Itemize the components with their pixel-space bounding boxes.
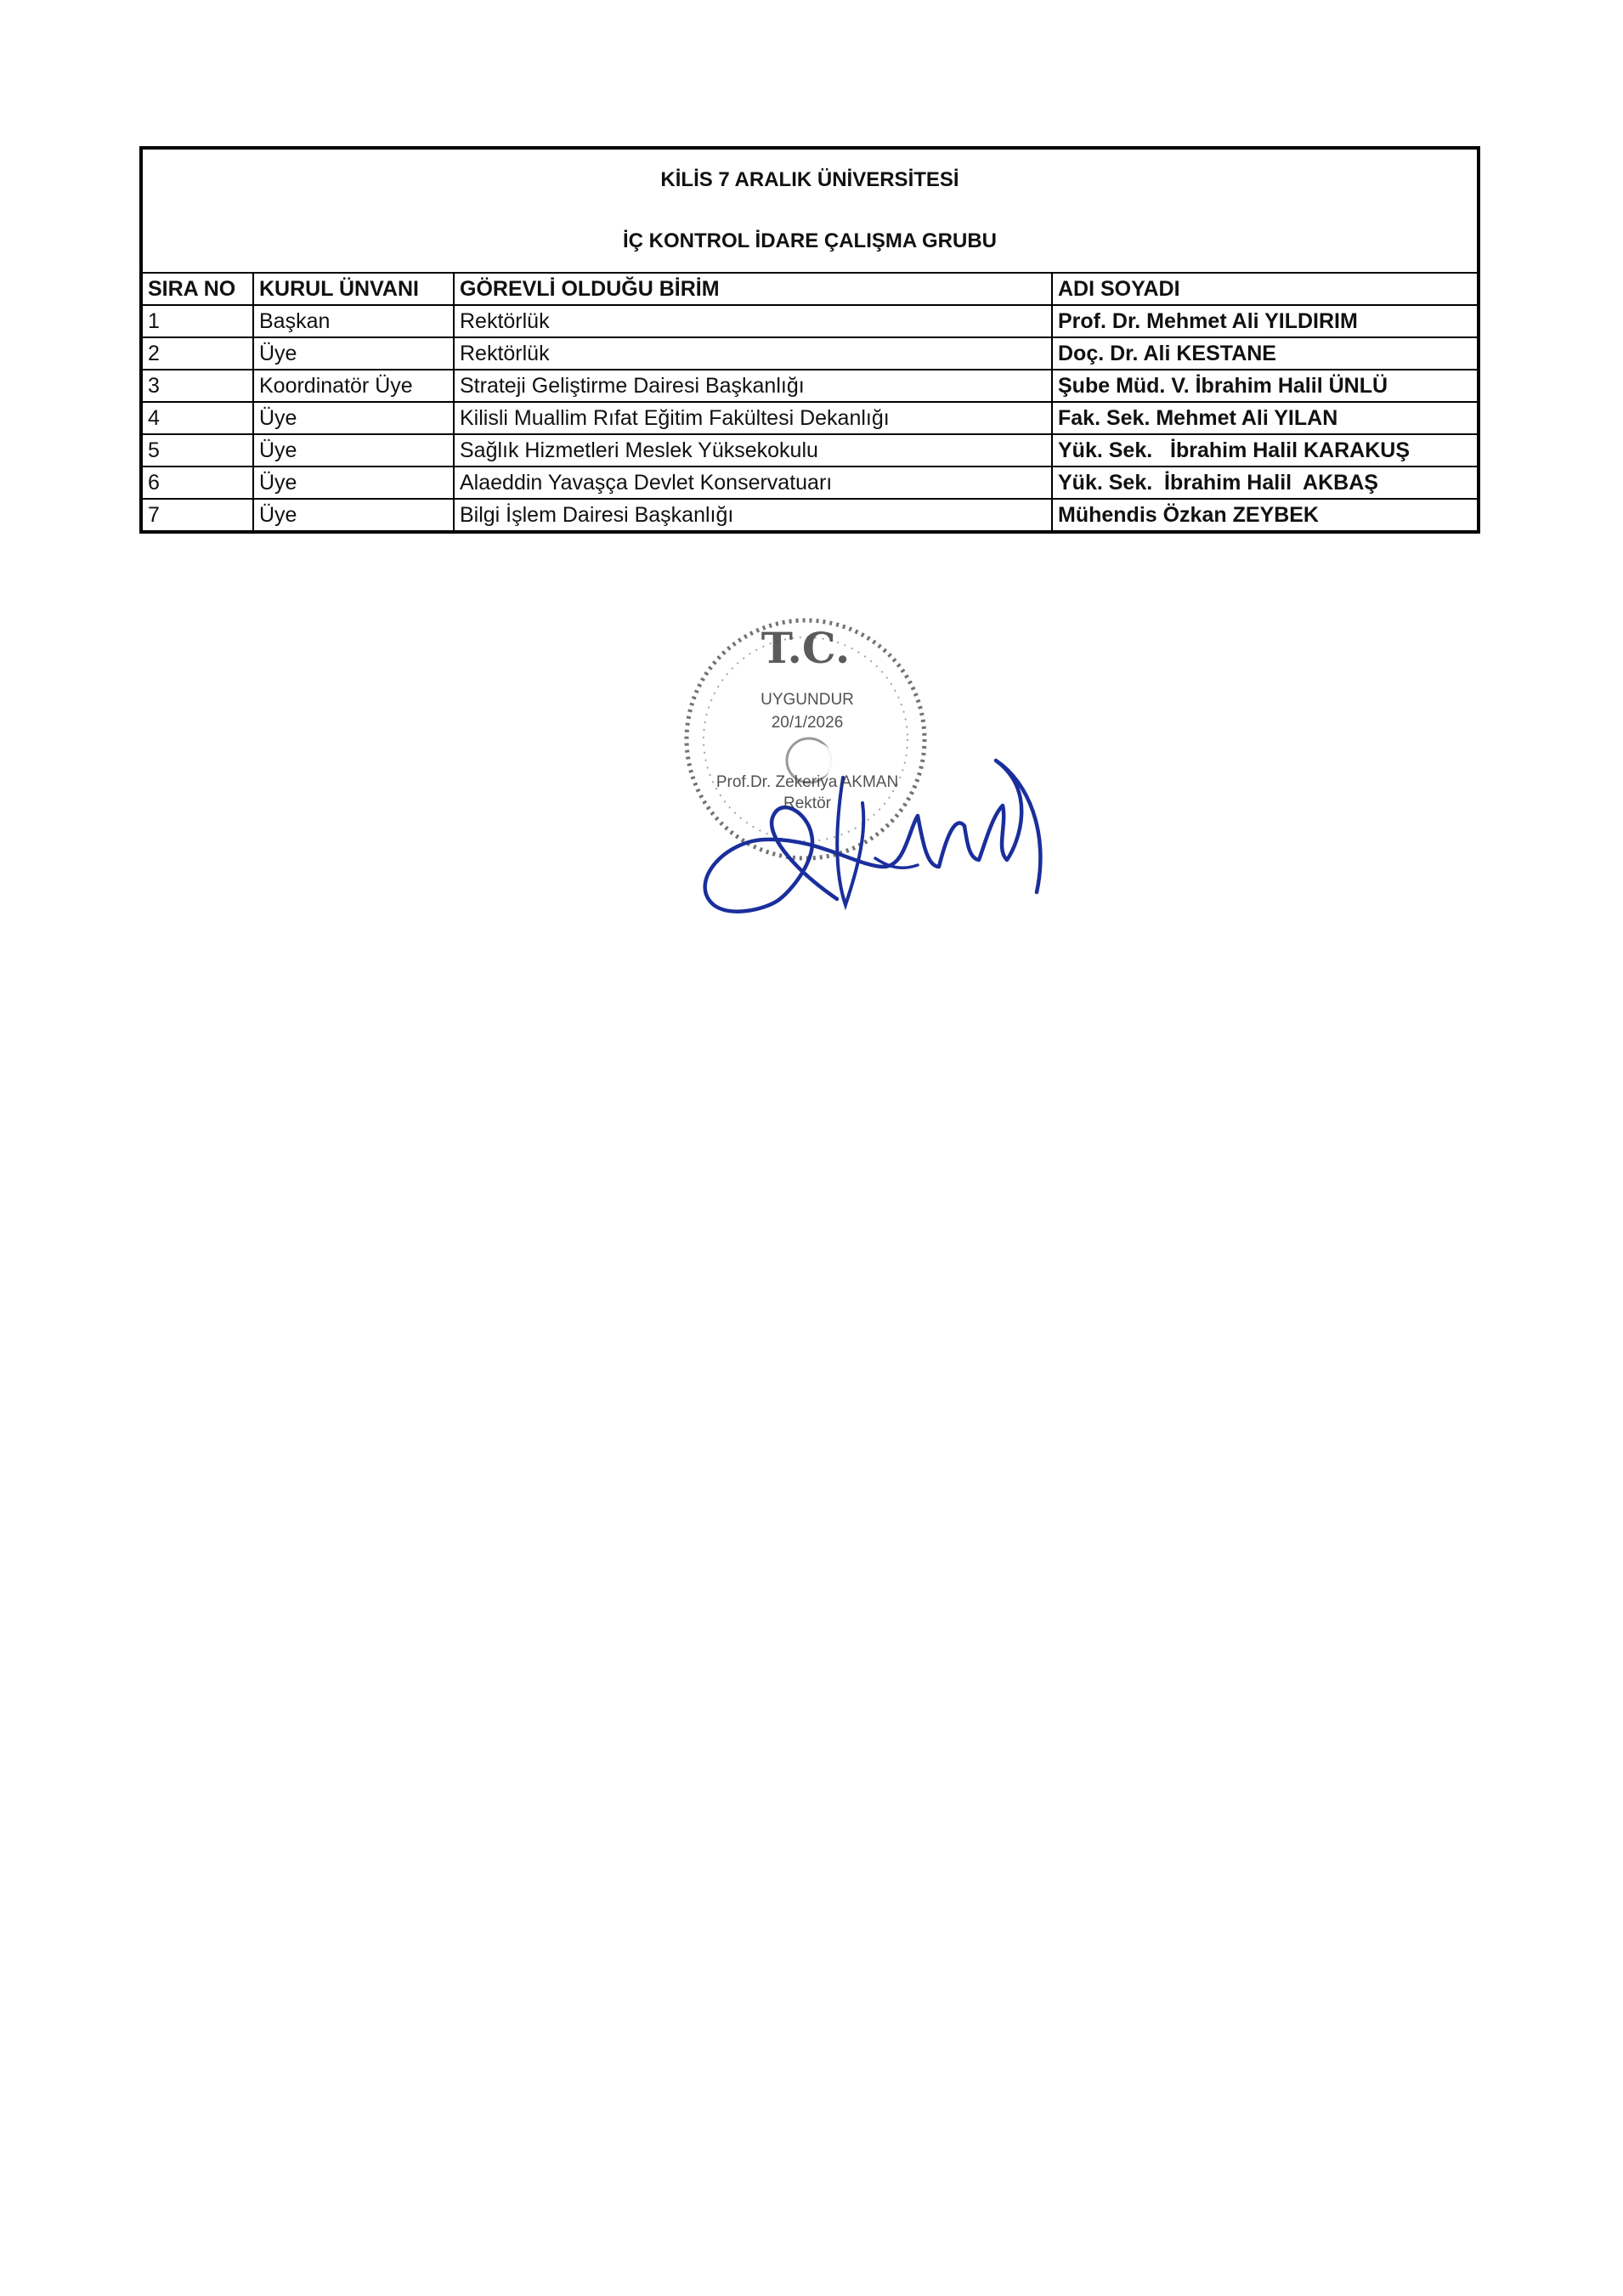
cell-adi-soyadi: Fak. Sek. Mehmet Ali YILAN [1052,402,1479,434]
cell-kurul-unvani: Koordinatör Üye [253,370,454,402]
cell-sira-no: 6 [141,467,253,499]
header-kurul-unvani: KURUL ÜNVANI [253,273,454,305]
cell-kurul-unvani: Üye [253,337,454,370]
cell-birim: Kilisli Muallim Rıfat Eğitim Fakültesi Dekanlığı [454,402,1052,434]
cell-kurul-unvani: Üye [253,467,454,499]
stamp-signatory-name: Prof.Dr. Zekeriya AKMAN [715,773,899,791]
table-row [141,370,1479,402]
cell-sira-no: 1 [141,305,253,337]
working-group-table [139,146,1480,534]
header-adi-soyadi: ADI SOYADI [1052,273,1479,305]
cell-sira-no: 2 [141,337,253,370]
cell-adi-soyadi: Yük. Sek. İbrahim Halil AKBAŞ [1052,467,1479,499]
cell-birim: Rektörlük [454,305,1052,337]
stamp-status: UYGUNDUR [761,691,854,709]
cell-kurul-unvani: Üye [253,434,454,467]
cell-birim: Strateji Geliştirme Dairesi Başkanlığı [454,370,1052,402]
cell-birim: Bilgi İşlem Dairesi Başkanlığı [454,499,1052,532]
cell-kurul-unvani: Üye [253,402,454,434]
cell-adi-soyadi: Prof. Dr. Mehmet Ali YILDIRIM [1052,305,1479,337]
cell-adi-soyadi: Yük. Sek. İbrahim Halil KARAKUŞ [1052,434,1479,467]
cell-adi-soyadi: Doç. Dr. Ali KESTANE [1052,337,1479,370]
table-row [141,305,1479,337]
cell-sira-no: 3 [141,370,253,402]
header-birim: GÖREVLİ OLDUĞU BİRİM [454,273,1052,305]
svg-text:T.C.: T.C. [761,623,851,673]
cell-adi-soyadi: Mühendis Özkan ZEYBEK [1052,499,1479,532]
cell-kurul-unvani: Üye [253,499,454,532]
cell-birim: Rektörlük [454,337,1052,370]
cell-sira-no: 7 [141,499,253,532]
header-row [141,273,1479,305]
table-row [141,499,1479,532]
table-row [141,402,1479,434]
stamp-signatory-title: Rektör [783,795,831,812]
cell-sira-no: 4 [141,402,253,434]
cell-birim: Sağlık Hizmetleri Meslek Yüksekokulu [454,434,1052,467]
cell-kurul-unvani: Başkan [253,305,454,337]
approval-stamp [663,612,1054,969]
cell-birim: Alaeddin Yavaşça Devlet Konservatuarı [454,467,1052,499]
group-name: İÇ KONTROL İDARE ÇALIŞMA GRUBU [623,229,997,252]
table-row [141,434,1479,467]
table-row [141,337,1479,370]
cell-adi-soyadi: Şube Müd. V. İbrahim Halil ÜNLÜ [1052,370,1479,402]
table-row [141,467,1479,499]
stamp-date: 20/1/2026 [771,714,844,732]
header-sira-no: SIRA NO [141,273,253,305]
document-title [141,148,1479,273]
university-name: KİLİS 7 ARALIK ÜNİVERSİTESİ [660,168,959,191]
title-row [141,148,1479,273]
cell-sira-no: 5 [141,434,253,467]
